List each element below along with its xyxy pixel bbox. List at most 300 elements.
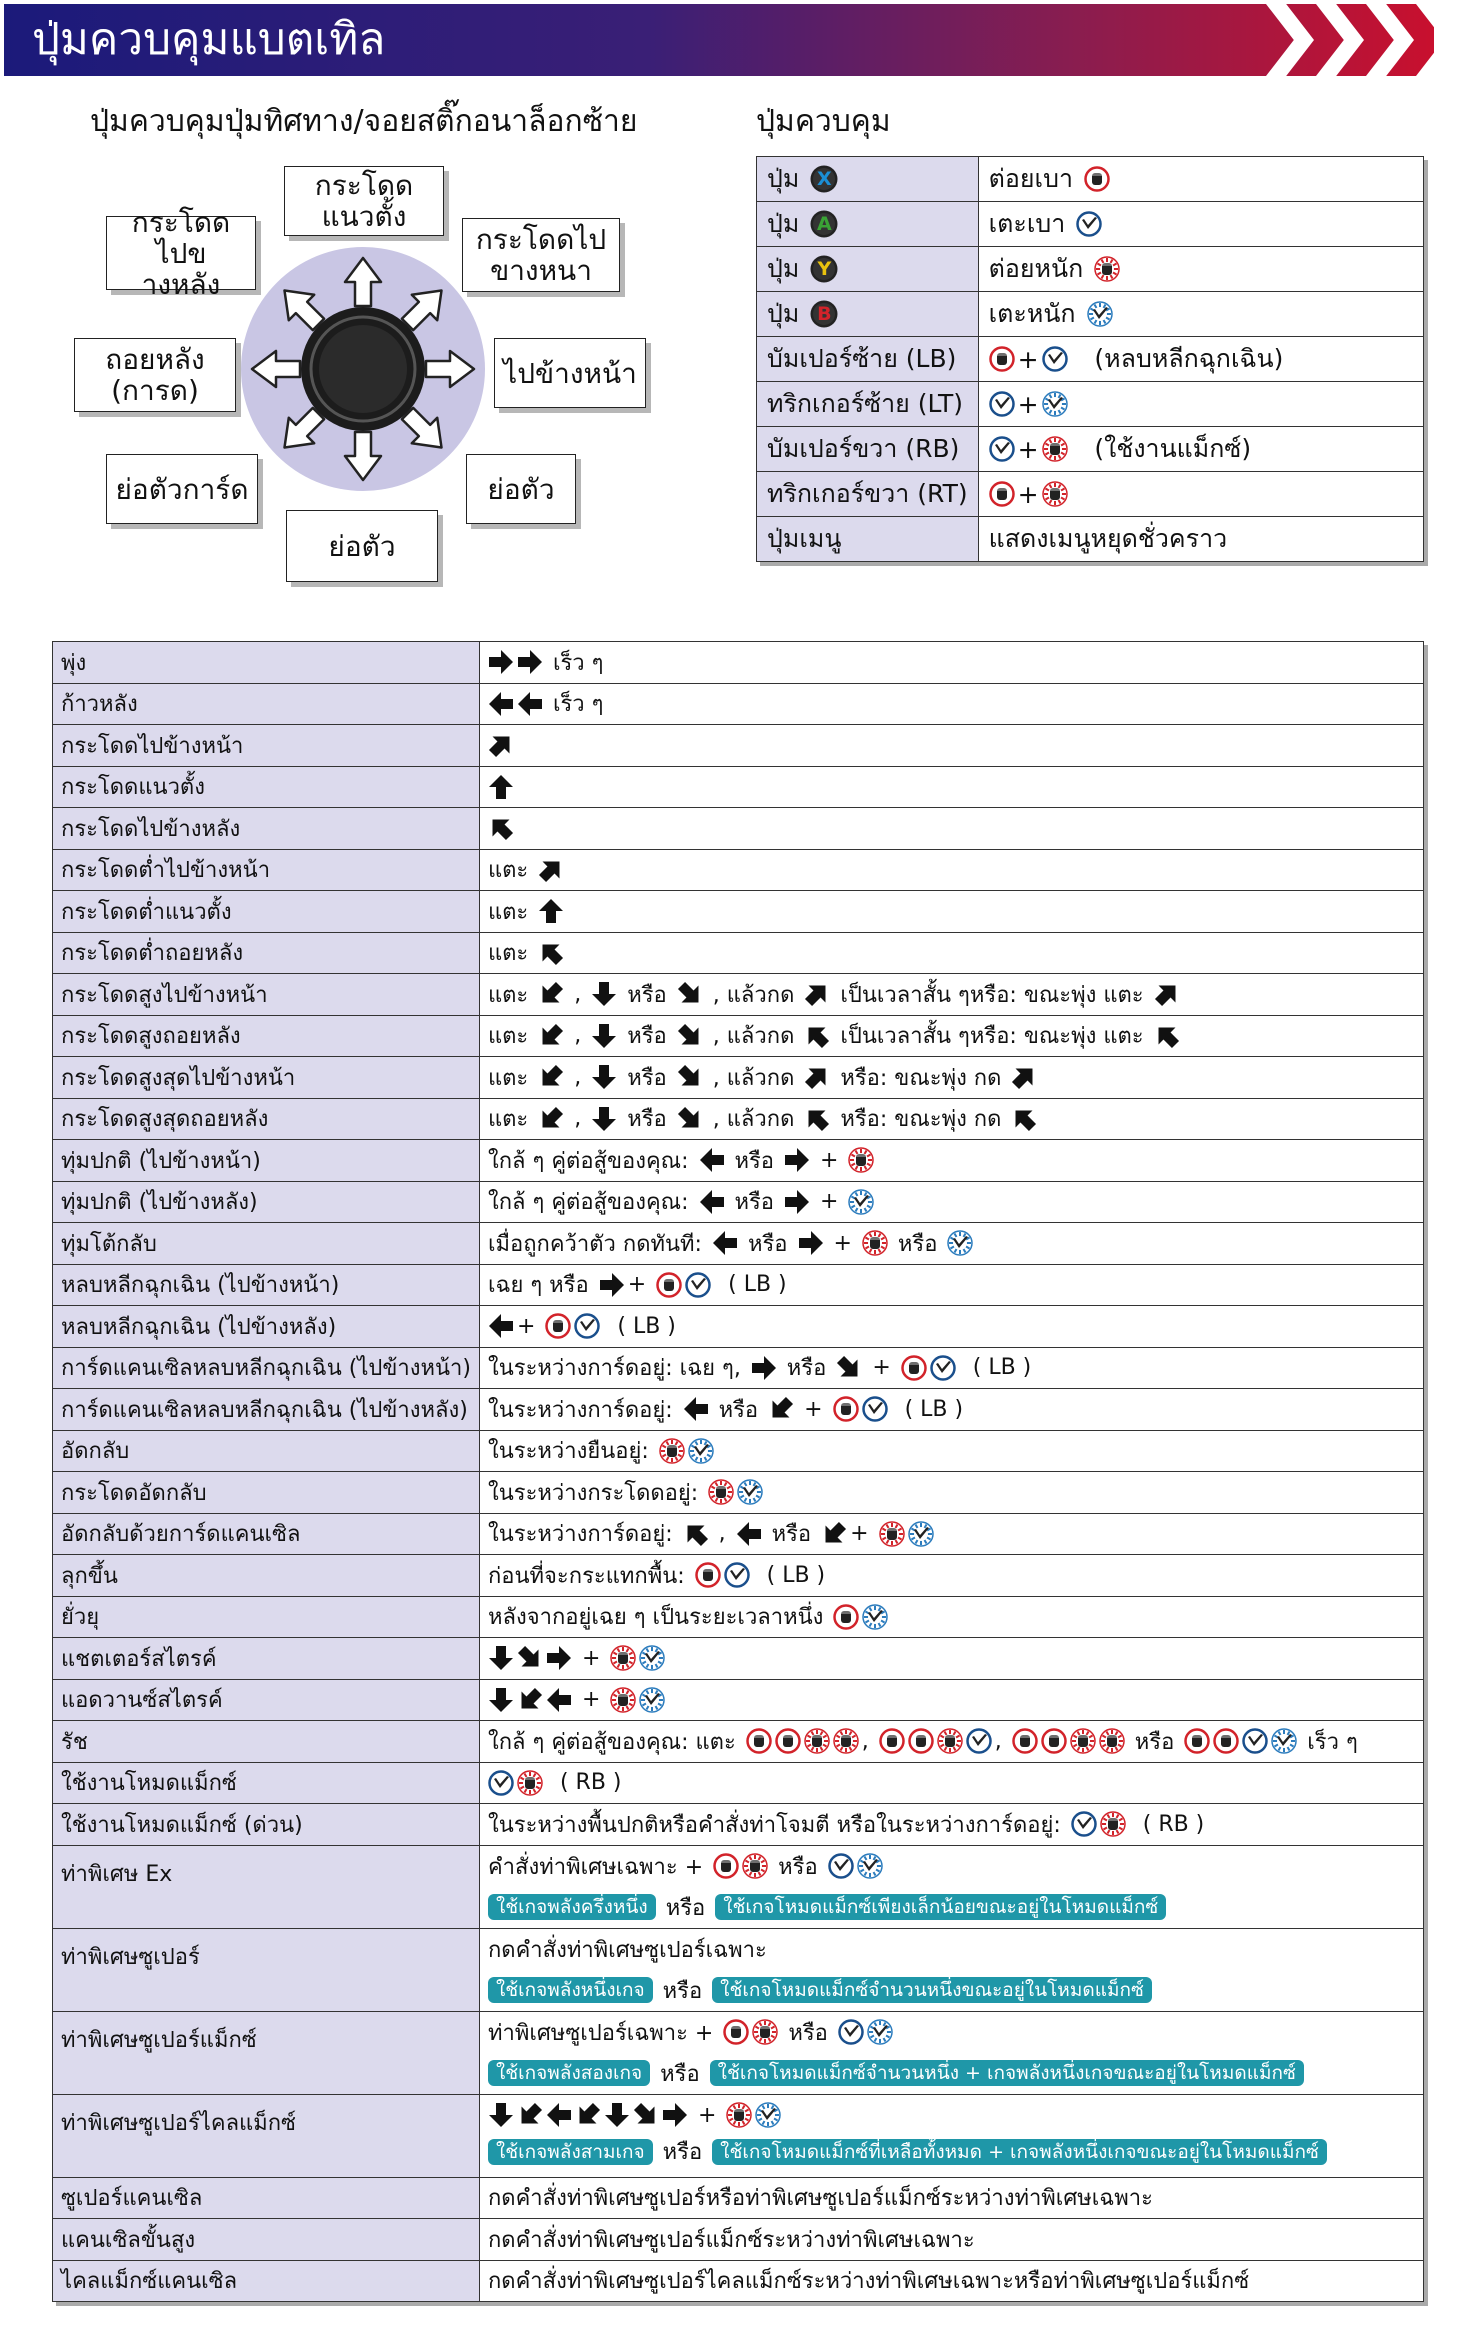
dpad-diagram bbox=[240, 246, 486, 492]
move-row bbox=[53, 1098, 1424, 1140]
move-command bbox=[479, 1430, 1423, 1472]
heavy-punch-icon bbox=[1099, 1728, 1125, 1754]
move-row bbox=[53, 1472, 1424, 1514]
light-kick-icon bbox=[989, 391, 1015, 417]
move-name: ทุ่มปกติ (ไปข้างหน้า) bbox=[53, 1140, 480, 1182]
move-row bbox=[53, 1721, 1424, 1763]
control-input-label: ทริกเกอร์ซ้าย (LT) bbox=[767, 389, 964, 418]
control-input-cell bbox=[757, 517, 979, 562]
gauge-cost-badge: ใช้เกจโหมดแม็กซ์เพียงเล็กน้อยขณะอยู่ในโหมดแม็กซ์ bbox=[715, 1894, 1166, 1920]
command-text: + bbox=[1017, 434, 1039, 464]
move-command bbox=[479, 642, 1423, 684]
controls-row bbox=[757, 382, 1424, 427]
controls-row bbox=[757, 427, 1424, 472]
heavy-kick-icon bbox=[862, 1604, 888, 1630]
controls-row bbox=[757, 337, 1424, 382]
command-text: , bbox=[994, 1728, 1009, 1754]
arrow-left-icon bbox=[736, 1521, 762, 1547]
arrow-up-left-icon bbox=[804, 1023, 830, 1049]
arrow-down-right-icon bbox=[836, 1355, 862, 1381]
heavy-punch-icon bbox=[517, 1770, 543, 1796]
light-kick-icon bbox=[930, 1355, 956, 1381]
arrow-down-left-icon bbox=[517, 1687, 543, 1713]
dpad-label-up: กระโดด แนวตั้ง bbox=[284, 166, 444, 236]
move-name: ใช้งานโหมดแม็กซ์ (ด่วน) bbox=[53, 1804, 480, 1846]
command-text: + bbox=[1017, 344, 1039, 374]
move-name: ทุ่มโต้กลับ bbox=[53, 1223, 480, 1265]
move-command bbox=[479, 1057, 1423, 1099]
control-input-label: ปุ่มเมนู bbox=[767, 524, 842, 553]
move-command bbox=[479, 2219, 1423, 2261]
control-action-cell bbox=[978, 202, 1423, 247]
command-text: แตะ bbox=[487, 941, 536, 967]
control-input-cell bbox=[757, 382, 979, 427]
light-punch-icon bbox=[695, 1562, 721, 1588]
heavy-kick-icon bbox=[1087, 301, 1113, 327]
command-text: ในระหว่างการ์ดอยู่: bbox=[487, 1397, 680, 1423]
arrow-up-icon bbox=[538, 898, 564, 924]
light-kick-icon bbox=[488, 1770, 514, 1796]
face-button-letter: A bbox=[817, 213, 832, 235]
move-row bbox=[53, 2094, 1424, 2177]
dpad-label-right: ไปข้างหน้า bbox=[494, 338, 646, 408]
command-text: + bbox=[850, 1521, 876, 1547]
move-command bbox=[479, 1555, 1423, 1597]
arrow-left-icon bbox=[546, 2102, 572, 2128]
command-text: ( LB ) bbox=[958, 1355, 1032, 1381]
face-button-letter: Y bbox=[817, 258, 832, 280]
light-punch-icon bbox=[545, 1313, 571, 1339]
control-input-cell bbox=[757, 472, 979, 517]
command-text: แตะ bbox=[487, 858, 536, 884]
move-name: กระโดดสูงไปข้างหน้า bbox=[53, 974, 480, 1016]
arrow-up-right-icon bbox=[1011, 1064, 1037, 1090]
light-kick-icon bbox=[1042, 346, 1068, 372]
command-text: หรือ bbox=[620, 1065, 674, 1091]
command-text: เร็ว ๆ bbox=[545, 650, 604, 676]
heavy-punch-icon bbox=[1042, 481, 1068, 507]
move-row bbox=[53, 2219, 1424, 2261]
move-row bbox=[53, 1181, 1424, 1223]
command-text: + bbox=[574, 1687, 608, 1713]
arrow-right-icon bbox=[488, 649, 514, 675]
move-command bbox=[479, 891, 1423, 933]
arrow-right-icon bbox=[784, 1147, 810, 1173]
move-command bbox=[479, 849, 1423, 891]
command-text: + bbox=[1017, 389, 1039, 419]
move-name: กระโดดต่ำถอยหลัง bbox=[53, 932, 480, 974]
move-name: ซูเปอร์แคนเซิล bbox=[53, 2177, 480, 2219]
move-command bbox=[479, 725, 1423, 767]
control-input-cell bbox=[757, 157, 979, 202]
move-row bbox=[53, 1762, 1424, 1804]
control-action-cell bbox=[978, 157, 1423, 202]
command-text: ( RB ) bbox=[545, 1770, 622, 1796]
joystick-icon bbox=[240, 246, 486, 492]
controls-row bbox=[757, 292, 1424, 337]
heavy-punch-icon bbox=[804, 1728, 830, 1754]
command-text: + bbox=[797, 1396, 830, 1422]
gauge-cost-badge: ใช้เกจโหมดแม็กซ์จำนวนหนึ่งขณะอยู่ในโหมดแม็กซ์ bbox=[712, 1977, 1152, 2003]
dpad-label-down-left: ย่อตัวการ์ด bbox=[106, 454, 258, 524]
move-command bbox=[479, 2177, 1423, 2219]
move-command bbox=[479, 1762, 1423, 1804]
command-text: ใกล้ ๆ คู่ต่อสู้ของคุณ: bbox=[487, 1190, 696, 1216]
control-input-cell bbox=[757, 427, 979, 472]
control-action-cell bbox=[978, 247, 1423, 292]
heavy-punch-icon bbox=[1070, 1728, 1096, 1754]
heavy-punch-icon bbox=[610, 1687, 636, 1713]
move-command bbox=[479, 1638, 1423, 1680]
arrow-up-right-icon bbox=[804, 981, 830, 1007]
move-name: กระโดดต่ำไปข้างหน้า bbox=[53, 849, 480, 891]
heavy-punch-icon bbox=[1100, 1811, 1126, 1837]
move-name: กระโดดต่ำแนวตั้ง bbox=[53, 891, 480, 933]
controls-row bbox=[757, 202, 1424, 247]
arrow-down-icon bbox=[591, 981, 617, 1007]
control-action-cell bbox=[978, 292, 1423, 337]
move-command bbox=[479, 2260, 1423, 2302]
command-text: , bbox=[567, 1023, 589, 1049]
arrow-down-left-icon bbox=[575, 2102, 601, 2128]
command-text: , bbox=[567, 1064, 589, 1090]
control-input-cell bbox=[757, 247, 979, 292]
controls-row bbox=[757, 472, 1424, 517]
command-text: เตะเบา bbox=[988, 209, 1074, 238]
move-name: ลุกขึ้น bbox=[53, 1555, 480, 1597]
light-punch-icon bbox=[901, 1355, 927, 1381]
command-text: + bbox=[516, 1313, 543, 1339]
move-name: แอดวานซ์สไตรค์ bbox=[53, 1679, 480, 1721]
move-name: ท่าพิเศษซูเปอร์ไคลแม็กซ์ bbox=[53, 2094, 480, 2177]
move-command bbox=[479, 766, 1423, 808]
command-text: ในระหว่างยืนอยู่: bbox=[487, 1439, 656, 1465]
move-row bbox=[53, 683, 1424, 725]
arrow-down-icon bbox=[591, 1023, 617, 1049]
move-name: กระโดดอัดกลับ bbox=[53, 1472, 480, 1514]
move-command bbox=[479, 1015, 1423, 1057]
command-text: ในระหว่างพื้นปกติหรือคำสั่งท่าโจมตี หรือในระหว่างการ์ดอยู่: bbox=[487, 1812, 1068, 1838]
arrow-down-left-icon bbox=[538, 981, 564, 1007]
command-text: คำสั่งท่าพิเศษเฉพาะ + bbox=[487, 1854, 711, 1880]
command-text: เป็นเวลาสั้น ๆหรือ: ขณะพุ่ง แตะ bbox=[833, 982, 1151, 1008]
page-title: ปุ่มควบคุมแบตเทิล bbox=[32, 14, 386, 65]
command-text: (ใช้งานแม็กซ์) bbox=[1070, 434, 1252, 463]
move-name: รัช bbox=[53, 1721, 480, 1763]
heavy-punch-icon bbox=[848, 1147, 874, 1173]
move-command bbox=[479, 1347, 1423, 1389]
move-row bbox=[53, 1057, 1424, 1099]
command-text: + bbox=[813, 1189, 846, 1215]
dpad-label-left: ถอยหลัง (การด) bbox=[74, 338, 236, 412]
command-text: หรือ bbox=[764, 1522, 819, 1548]
light-punch-icon bbox=[723, 2019, 749, 2045]
command-text: ท่าพิเศษซูเปอร์เฉพาะ + bbox=[487, 2020, 721, 2046]
heavy-punch-icon bbox=[862, 1230, 888, 1256]
move-command bbox=[479, 2011, 1423, 2094]
command-text: หรือ bbox=[781, 2020, 835, 2046]
face-button-letter: X bbox=[817, 168, 832, 190]
move-row bbox=[53, 725, 1424, 767]
move-name: อัดกลับด้วยการ์ดแคนเซิล bbox=[53, 1513, 480, 1555]
arrow-left-icon bbox=[699, 1147, 725, 1173]
move-name: การ์ดแคนเซิลหลบหลีกฉุกเฉิน (ไปข้างหลัง) bbox=[53, 1389, 480, 1431]
gauge-cost-badge: ใช้เกจพลังครึ่งหนึ่ง bbox=[488, 1894, 656, 1920]
control-input-label: บัมเปอร์ขวา (RB) bbox=[767, 434, 960, 463]
move-command bbox=[479, 1928, 1423, 2011]
arrow-up-left-icon bbox=[683, 1521, 709, 1547]
command-text: แตะ bbox=[487, 982, 536, 1008]
command-text: กดคำสั่งท่าพิเศษซูเปอร์แม็กซ์ระหว่างท่าพิเศษเฉพาะ bbox=[487, 2227, 975, 2253]
face-button-x-icon bbox=[810, 165, 838, 193]
move-row bbox=[53, 2260, 1424, 2302]
face-button-letter: B bbox=[817, 303, 832, 325]
move-row bbox=[53, 932, 1424, 974]
command-text: , bbox=[861, 1728, 876, 1754]
light-kick-icon bbox=[1242, 1728, 1268, 1754]
light-punch-icon bbox=[1084, 166, 1110, 192]
chevron-right-icon bbox=[1266, 4, 1314, 76]
move-name: ท่าพิเศษ Ex bbox=[53, 1845, 480, 1928]
light-punch-icon bbox=[879, 1728, 905, 1754]
control-input-cell bbox=[757, 292, 979, 337]
light-punch-icon bbox=[1184, 1728, 1210, 1754]
move-row bbox=[53, 1928, 1424, 2011]
move-name: ทุ่มปกติ (ไปข้างหลัง) bbox=[53, 1181, 480, 1223]
move-row bbox=[53, 1513, 1424, 1555]
command-text: แตะ bbox=[487, 1107, 536, 1133]
heavy-punch-icon bbox=[610, 1645, 636, 1671]
move-row bbox=[53, 1679, 1424, 1721]
move-row bbox=[53, 1638, 1424, 1680]
gauge-cost-badge: ใช้เกจโหมดแม็กซ์ที่เหลือทั้งหมด + เกจพลังหนึ่งเกจขณะอยู่ในโหมดแม็กซ์ bbox=[712, 2139, 1327, 2165]
arrow-up-left-icon bbox=[538, 940, 564, 966]
light-kick-icon bbox=[966, 1728, 992, 1754]
face-button-b-icon bbox=[810, 300, 838, 328]
arrow-right-icon bbox=[784, 1189, 810, 1215]
move-row bbox=[53, 1555, 1424, 1597]
controls-table bbox=[756, 156, 1424, 562]
command-text: + bbox=[574, 1645, 608, 1671]
command-text: เป็นเวลาสั้น ๆหรือ: ขณะพุ่ง แตะ bbox=[833, 1024, 1151, 1050]
arrow-left-icon bbox=[546, 1687, 572, 1713]
command-text: หรือ: ขณะพุ่ง กด bbox=[833, 1065, 1009, 1091]
arrow-down-right-icon bbox=[677, 981, 703, 1007]
command-text: + bbox=[690, 2102, 724, 2128]
command-text: + bbox=[826, 1230, 859, 1256]
arrow-down-left-icon bbox=[538, 1064, 564, 1090]
command-text: , bbox=[567, 1106, 589, 1132]
command-text: (หลบหลีกฉุกเฉิน) bbox=[1070, 344, 1284, 373]
arrow-down-icon bbox=[488, 2102, 514, 2128]
command-text: เร็ว ๆ bbox=[1300, 1729, 1358, 1755]
control-input-label: ปุ่ม bbox=[767, 209, 800, 238]
move-name: พุ่ง bbox=[53, 642, 480, 684]
command-text: ( LB ) bbox=[890, 1396, 964, 1422]
command-text: เร็ว ๆ bbox=[545, 692, 604, 718]
command-text: หรือ bbox=[655, 1978, 710, 2004]
move-command bbox=[479, 808, 1423, 850]
command-text: แตะ bbox=[487, 1024, 536, 1050]
gauge-cost-badge: ใช้เกจพลังสามเกจ bbox=[488, 2139, 653, 2165]
command-text: หรือ bbox=[658, 1895, 713, 1921]
chevron-right-icon bbox=[1316, 4, 1364, 76]
arrow-up-icon bbox=[488, 774, 514, 800]
light-kick-icon bbox=[685, 1272, 711, 1298]
control-input-label: ปุ่ม bbox=[767, 254, 800, 283]
move-name: การ์ดแคนเซิลหลบหลีกฉุกเฉิน (ไปข้างหน้า) bbox=[53, 1347, 480, 1389]
arrow-up-left-icon bbox=[488, 815, 514, 841]
control-action-cell bbox=[978, 472, 1423, 517]
heavy-kick-icon bbox=[639, 1645, 665, 1671]
light-punch-icon bbox=[989, 346, 1015, 372]
heavy-punch-icon bbox=[752, 2019, 778, 2045]
command-text: หลังจากอยู่เฉย ๆ เป็นระยะเวลาหนึ่ง bbox=[487, 1605, 831, 1631]
command-text: + bbox=[865, 1355, 898, 1381]
arrow-down-icon bbox=[604, 2102, 630, 2128]
move-name: ใช้งานโหมดแม็กซ์ bbox=[53, 1762, 480, 1804]
move-row bbox=[53, 1223, 1424, 1265]
heavy-punch-icon bbox=[659, 1438, 685, 1464]
move-command bbox=[479, 1140, 1423, 1182]
command-text: แตะ bbox=[487, 1065, 536, 1091]
move-command bbox=[479, 932, 1423, 974]
heavy-punch-icon bbox=[726, 2102, 752, 2128]
command-text: , bbox=[567, 981, 589, 1007]
move-name: หลบหลีกฉุกเฉิน (ไปข้างหลัง) bbox=[53, 1306, 480, 1348]
arrow-up-right-icon bbox=[538, 857, 564, 883]
light-punch-icon bbox=[1041, 1728, 1067, 1754]
light-kick-icon bbox=[574, 1313, 600, 1339]
moves-table bbox=[52, 641, 1424, 2302]
move-name: อัดกลับ bbox=[53, 1430, 480, 1472]
arrow-up-left-icon bbox=[1011, 1106, 1037, 1132]
move-name: ท่าพิเศษซูเปอร์ bbox=[53, 1928, 480, 2011]
light-punch-icon bbox=[656, 1272, 682, 1298]
arrow-up-right-icon bbox=[804, 1064, 830, 1090]
command-text: หรือ bbox=[771, 1854, 825, 1880]
move-row bbox=[53, 1140, 1424, 1182]
arrow-up-left-icon bbox=[1154, 1023, 1180, 1049]
arrow-down-left-icon bbox=[538, 1106, 564, 1132]
arrow-right-icon bbox=[662, 2102, 688, 2128]
move-name: กระโดดสูงสุดไปข้างหน้า bbox=[53, 1057, 480, 1099]
arrow-left-icon bbox=[517, 691, 543, 717]
move-row bbox=[53, 1804, 1424, 1846]
light-punch-icon bbox=[989, 481, 1015, 507]
arrow-right-icon bbox=[798, 1230, 824, 1256]
arrow-left-icon bbox=[712, 1230, 738, 1256]
move-row bbox=[53, 642, 1424, 684]
command-text: กดคำสั่งท่าพิเศษซูเปอร์หรือท่าพิเศษซูเปอร์แม็กซ์ระหว่างท่าพิเศษเฉพาะ bbox=[487, 2186, 1153, 2212]
heavy-punch-icon bbox=[937, 1728, 963, 1754]
command-text: แตะ bbox=[487, 899, 536, 925]
command-text: ก่อนที่จะกระแทกพื้น: bbox=[487, 1563, 692, 1589]
move-command bbox=[479, 1596, 1423, 1638]
command-text: หรือ bbox=[890, 1231, 945, 1257]
command-text: ( LB ) bbox=[603, 1313, 676, 1339]
move-row bbox=[53, 2177, 1424, 2219]
heavy-kick-icon bbox=[908, 1521, 934, 1547]
move-command bbox=[479, 1804, 1423, 1846]
command-text: หรือ bbox=[727, 1148, 782, 1174]
arrow-down-left-icon bbox=[538, 1023, 564, 1049]
arrow-left-icon bbox=[683, 1396, 709, 1422]
move-command bbox=[479, 1845, 1423, 1928]
command-text: ต่อยเบา bbox=[988, 164, 1081, 193]
move-name: กระโดดสูงสุดถอยหลัง bbox=[53, 1098, 480, 1140]
move-row bbox=[53, 891, 1424, 933]
move-name: ก้าวหลัง bbox=[53, 683, 480, 725]
command-text: , แล้วกด bbox=[705, 1065, 802, 1091]
control-input-label: ปุ่ม bbox=[767, 164, 800, 193]
move-row bbox=[53, 1845, 1424, 1928]
command-text: , แล้วกด bbox=[705, 982, 802, 1008]
control-input-label: บัมเปอร์ซ้าย (LB) bbox=[767, 344, 957, 373]
command-text: หรือ bbox=[1127, 1729, 1182, 1755]
heavy-kick-icon bbox=[1271, 1728, 1297, 1754]
arrow-down-left-icon bbox=[768, 1396, 794, 1422]
command-text: หรือ bbox=[655, 2140, 710, 2165]
control-action-cell bbox=[978, 382, 1423, 427]
command-text: หรือ bbox=[620, 1107, 674, 1133]
arrow-down-right-icon bbox=[677, 1064, 703, 1090]
arrow-down-left-icon bbox=[517, 2102, 543, 2128]
move-command bbox=[479, 1223, 1423, 1265]
move-name: ยั่วยุ bbox=[53, 1596, 480, 1638]
light-kick-icon bbox=[724, 1562, 750, 1588]
move-row bbox=[53, 1306, 1424, 1348]
command-text: ( LB ) bbox=[714, 1272, 787, 1298]
light-kick-icon bbox=[989, 436, 1015, 462]
move-command bbox=[479, 683, 1423, 725]
command-text: หรือ bbox=[711, 1397, 766, 1423]
page-header bbox=[4, 4, 1434, 76]
heavy-kick-icon bbox=[755, 2102, 781, 2128]
move-name: หลบหลีกฉุกเฉิน (ไปข้างหน้า) bbox=[53, 1264, 480, 1306]
arrow-right-icon bbox=[546, 1645, 572, 1671]
control-input-cell bbox=[757, 337, 979, 382]
controls-row bbox=[757, 157, 1424, 202]
dpad-section-title: ปุ่มควบคุมปุ่มทิศทาง/จอยสติ๊กอนาล็อกซ้าย bbox=[90, 104, 638, 139]
heavy-kick-icon bbox=[688, 1438, 714, 1464]
controls-section-title: ปุ่มควบคุม bbox=[756, 104, 891, 139]
control-input-cell bbox=[757, 202, 979, 247]
arrow-up-right-icon bbox=[1154, 981, 1180, 1007]
light-kick-icon bbox=[838, 2019, 864, 2045]
move-command bbox=[479, 1181, 1423, 1223]
arrow-down-right-icon bbox=[677, 1023, 703, 1049]
move-command bbox=[479, 2094, 1423, 2177]
command-text: ( RB ) bbox=[1128, 1811, 1205, 1837]
command-text: หรือ bbox=[740, 1231, 795, 1257]
move-name: แคนเซิลขั้นสูง bbox=[53, 2219, 480, 2261]
move-row bbox=[53, 1015, 1424, 1057]
heavy-kick-icon bbox=[639, 1687, 665, 1713]
move-name: กระโดดสูงถอยหลัง bbox=[53, 1015, 480, 1057]
move-row bbox=[53, 1596, 1424, 1638]
face-button-a-icon bbox=[810, 210, 838, 238]
gauge-cost-badge: ใช้เกจพลังสองเกจ bbox=[488, 2060, 650, 2086]
move-command bbox=[479, 1306, 1423, 1348]
heavy-kick-icon bbox=[867, 2019, 893, 2045]
light-punch-icon bbox=[833, 1396, 859, 1422]
move-command bbox=[479, 1098, 1423, 1140]
command-text: , แล้วกด bbox=[705, 1107, 802, 1133]
arrow-down-icon bbox=[488, 1687, 514, 1713]
heavy-punch-icon bbox=[879, 1521, 905, 1547]
light-punch-icon bbox=[1012, 1728, 1038, 1754]
